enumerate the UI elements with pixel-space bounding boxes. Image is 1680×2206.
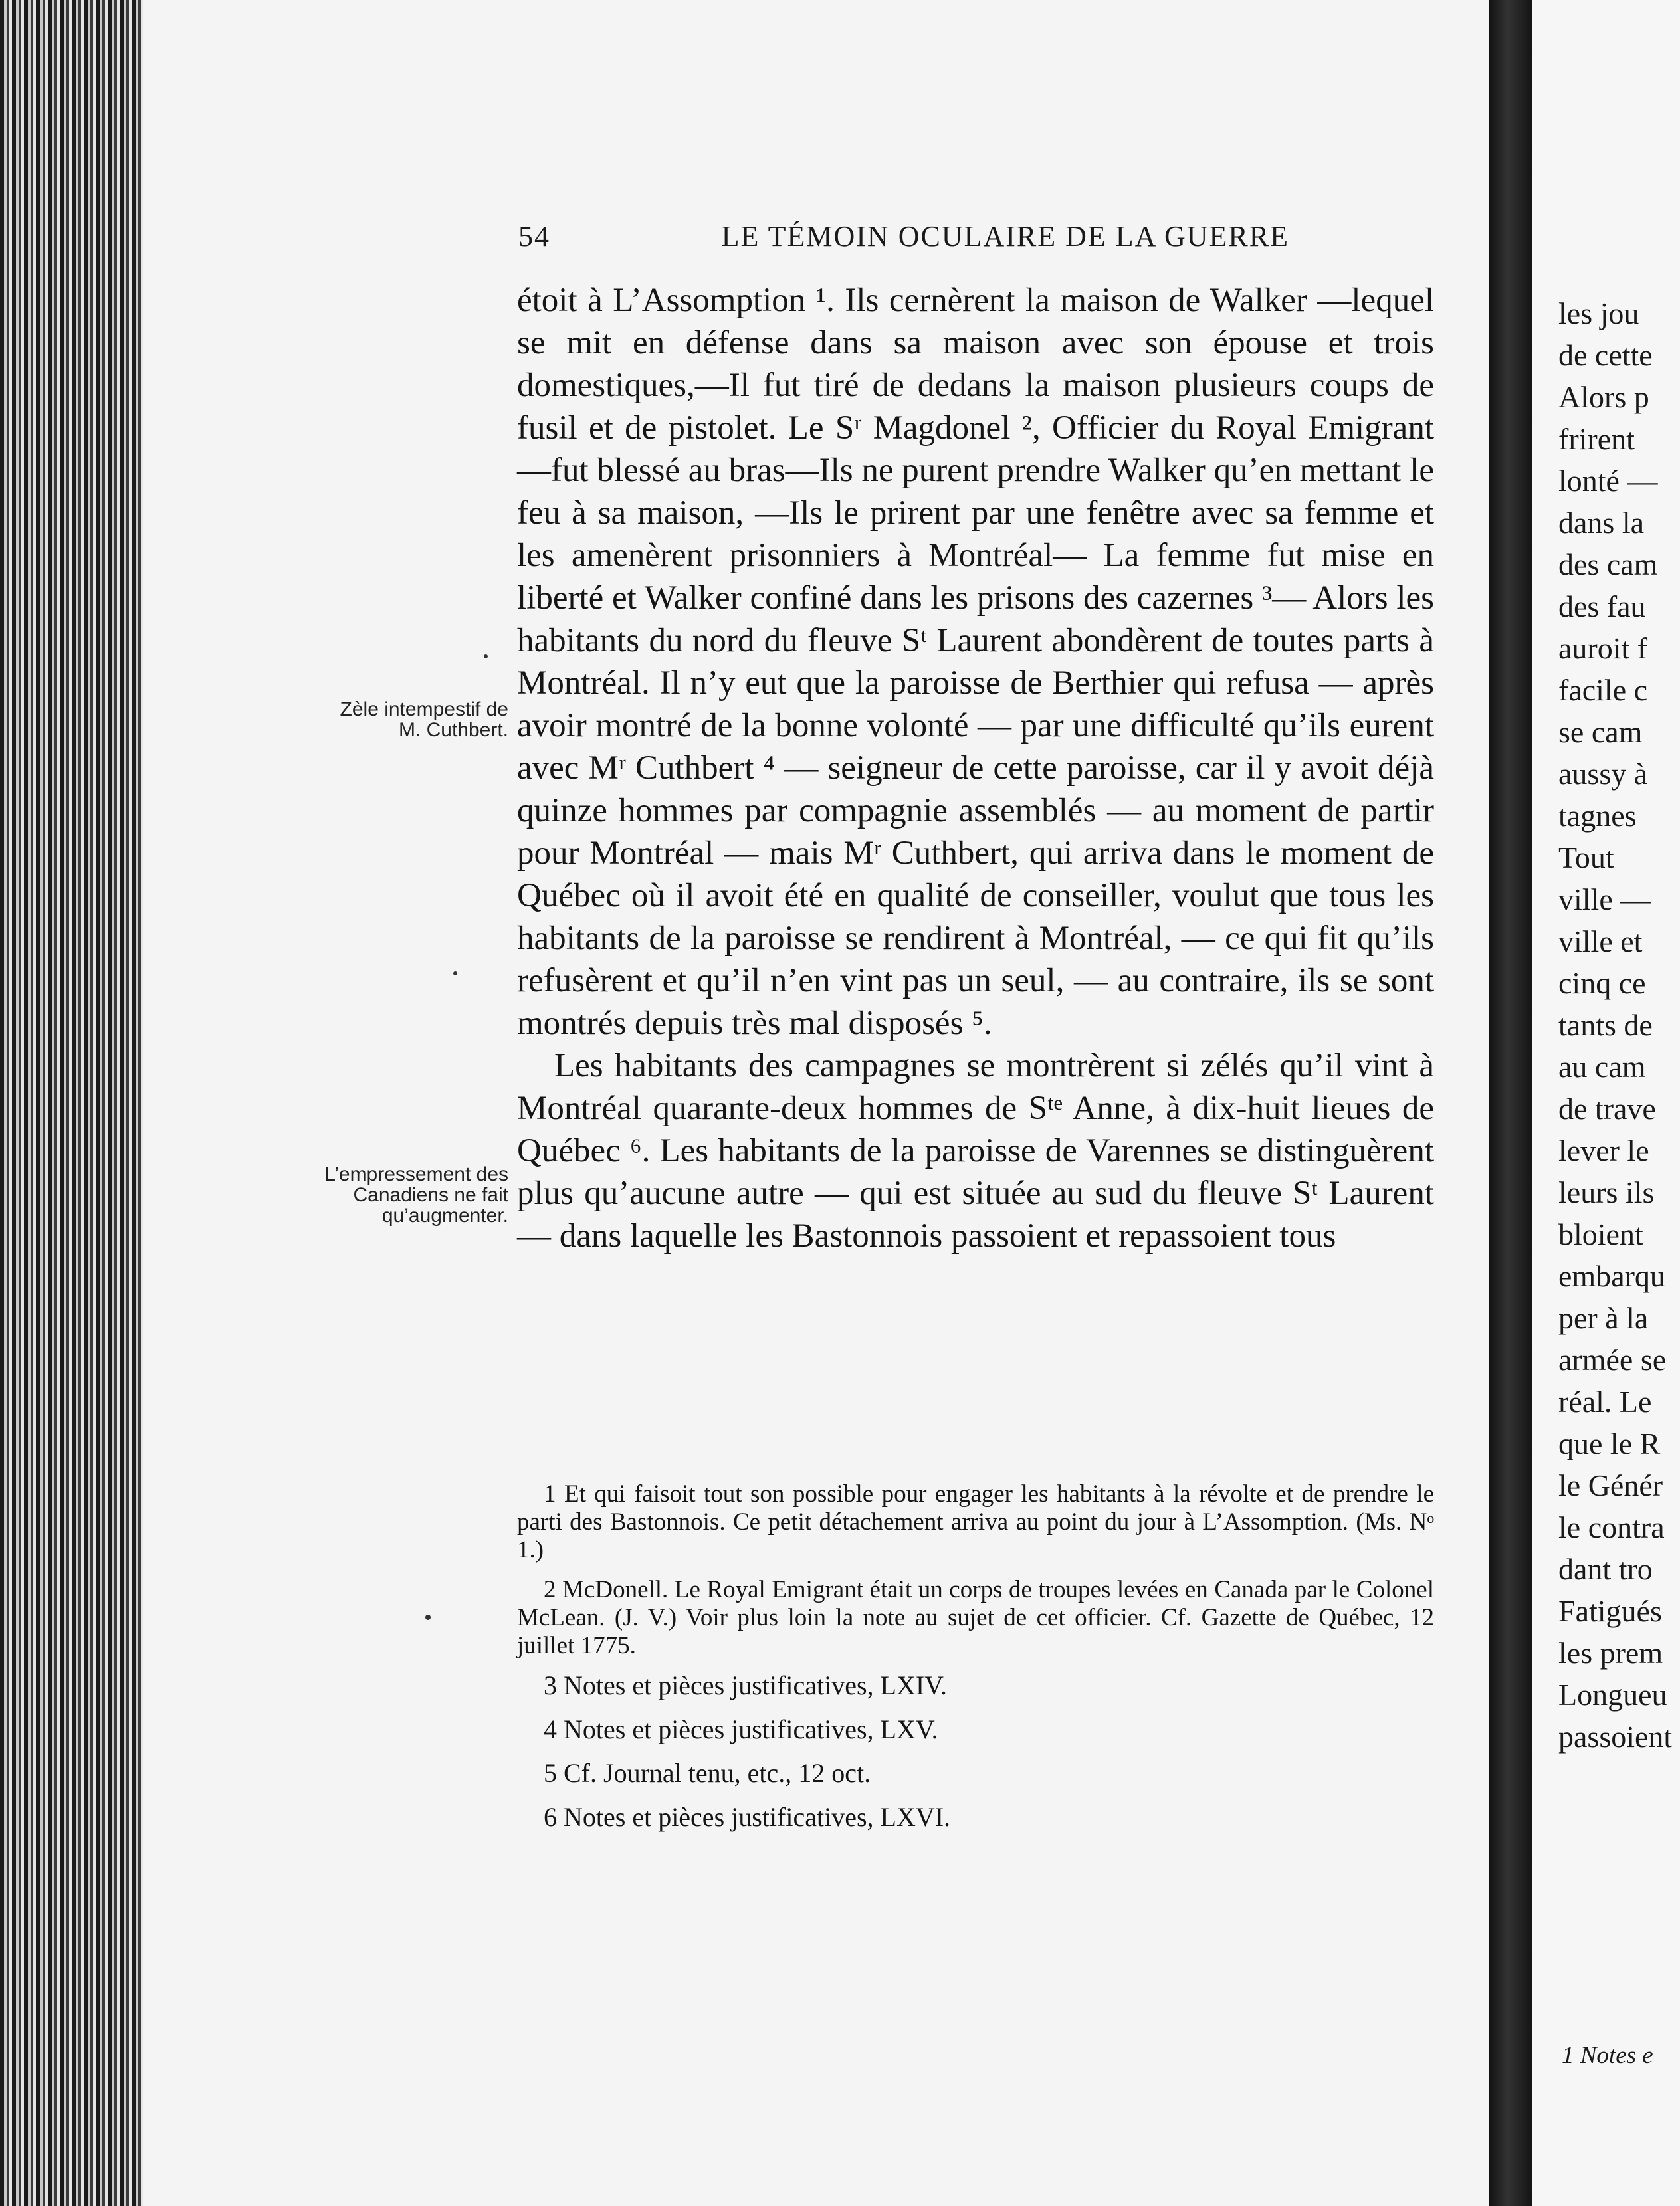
paragraph: étoit à L’Assomption ¹. Ils cernèrent la maison de Walker —lequel se mit en défense dans sa maison avec son épouse et trois domestiques,—Il fut tiré de dedans la maison plusieurs coups de fusil et de pistolet. Le Sʳ Magdonel ², Officier du Royal Emigrant—fut blessé au bras—Ils ne purent prendre Walker qu’en mettant le feu à sa maison, —Ils le prirent par une fenêtre avec sa femme et les amenèrent prisonniers à Montréal— La femme fut mise en liberté et Walker confiné dans les prisons des cazernes ³— Alors les habitants du nord du fleuve Sᵗ Laurent abondèrent de toutes parts à Montréal. Il n’y eut que la paroisse de Berthier qui refusa — après avoir montré de la bonne volonté — par une difficulté qu’ils eurent avec Mʳ Cuthbert ⁴ — seigneur de cette paroisse, car il y avoit déjà quinze hommes par compagnie assemblés — au moment de partir pour Montréal — mais Mʳ Cuthbert, qui arriva dans le moment de Québec où il avoit été en qualité de conseiller, voulut que tous les habitants de la paroisse se rendirent à Montréal, — ce qui fit qu’ils refusèrent et qu’il n’en vint pas un seul, — au contraire, ils se sont montrés depuis très mal disposés ⁵. xyxy=(517,282,1434,1042)
paragraph: Les habitants des campagnes se montrèrent si zélés qu’il vint à Montréal quarante-deux hommes de Sᵗᵉ Anne, à dix-huit lieues de Québec ⁶. Les habitants de la paroisse de Varennes se distinguèrent plus qu’aucune autre — qui est située au sud du fleuve Sᵗ Laurent— dans laquelle les Bastonnois passoient et repassoient tous xyxy=(517,1047,1434,1254)
scan-speck xyxy=(425,1615,431,1620)
facing-page-line: Longueu xyxy=(1558,1678,1667,1712)
facing-page-line: ville et xyxy=(1558,924,1643,958)
facing-page-line: le contra xyxy=(1558,1510,1665,1544)
facing-page-line: ville — xyxy=(1558,882,1651,916)
facing-page-line: les prem xyxy=(1558,1636,1663,1670)
facing-page-line: facile c xyxy=(1558,673,1648,707)
margin-note-empressement: L’empressement des Canadiens ne fait qu’augmenter. xyxy=(324,1163,508,1227)
scan-speck xyxy=(453,971,457,975)
facing-page-line: tants de xyxy=(1558,1008,1653,1042)
facing-page-line: passoient xyxy=(1558,1720,1673,1754)
facing-page-line: auroit f xyxy=(1558,631,1648,665)
facing-page-line: tagnes xyxy=(1558,799,1637,833)
facing-page-line: leurs ils xyxy=(1558,1175,1655,1209)
facing-page-line: embarqu xyxy=(1558,1259,1665,1293)
facing-page-line: de cette xyxy=(1558,338,1653,372)
facing-page-line: armée se xyxy=(1558,1343,1667,1377)
facing-page-text xyxy=(1558,292,1680,1757)
facing-page-line: le Génér xyxy=(1558,1468,1663,1502)
facing-page-line: frirent xyxy=(1558,422,1635,456)
facing-page-line: Fatigués xyxy=(1558,1594,1662,1628)
main-text xyxy=(517,279,1434,1257)
facing-page-line: per à la xyxy=(1558,1301,1649,1335)
facing-page-line: réal. Le xyxy=(1558,1385,1652,1419)
facing-page-footnote: 1 Notes e xyxy=(1562,2042,1653,2069)
facing-page-line: au cam xyxy=(1558,1050,1646,1084)
facing-page-line: des cam xyxy=(1558,548,1658,581)
footnotes xyxy=(517,1480,1434,1847)
facing-page-line: lever le xyxy=(1558,1134,1649,1167)
footnote: 3 Notes et pièces justificatives, LXIV. xyxy=(544,1670,947,1700)
facing-page-line: se cam xyxy=(1558,715,1643,749)
footnote: 4 Notes et pièces justificatives, LXV. xyxy=(544,1714,938,1744)
facing-page-line: bloient xyxy=(1558,1217,1643,1251)
book-page-edges xyxy=(0,0,146,2206)
footnote: 1 Et qui faisoit tout son possible pour engager les habitants à la révolte et de prendre le parti des Bastonnois. Ce petit détachement arriva au point du jour à L’Assomption. (Ms. Nᵒ 1.) xyxy=(517,1480,1434,1563)
footnote: 2 McDonell. Le Royal Emigrant était un corps de troupes levées en Canada par le Colonel McLean. (J. V.) Voir plus loin la note au sujet de cet officier. Cf. Gazette de Québec, 12 juillet 1775. xyxy=(517,1576,1434,1659)
book-gutter xyxy=(1489,0,1535,2206)
facing-page-line: des fau xyxy=(1558,589,1646,623)
facing-page-line: de trave xyxy=(1558,1092,1656,1126)
scan-speck xyxy=(484,654,488,658)
page-number: 54 xyxy=(518,220,550,252)
margin-note-cuthbert: Zèle intempestif de M. Cuthbert. xyxy=(340,698,508,741)
facing-page-line: cinq ce xyxy=(1558,966,1646,1000)
running-head xyxy=(518,219,1289,253)
footnote: 6 Notes et pièces justificatives, LXVI. xyxy=(544,1802,951,1832)
facing-page-line: que le R xyxy=(1558,1427,1661,1460)
facing-page-line: Tout xyxy=(1558,841,1614,874)
running-title: LE TÉMOIN OCULAIRE DE LA GUERRE xyxy=(721,220,1289,252)
facing-page-line: dans la xyxy=(1558,506,1645,540)
facing-page-line: les jou xyxy=(1558,296,1639,330)
facing-page-line: lonté — xyxy=(1558,464,1658,498)
facing-page-line: aussy à xyxy=(1558,757,1648,791)
facing-page-line: Alors p xyxy=(1558,380,1649,414)
facing-page-line: dant tro xyxy=(1558,1552,1653,1586)
footnote: 5 Cf. Journal tenu, etc., 12 oct. xyxy=(544,1758,871,1788)
